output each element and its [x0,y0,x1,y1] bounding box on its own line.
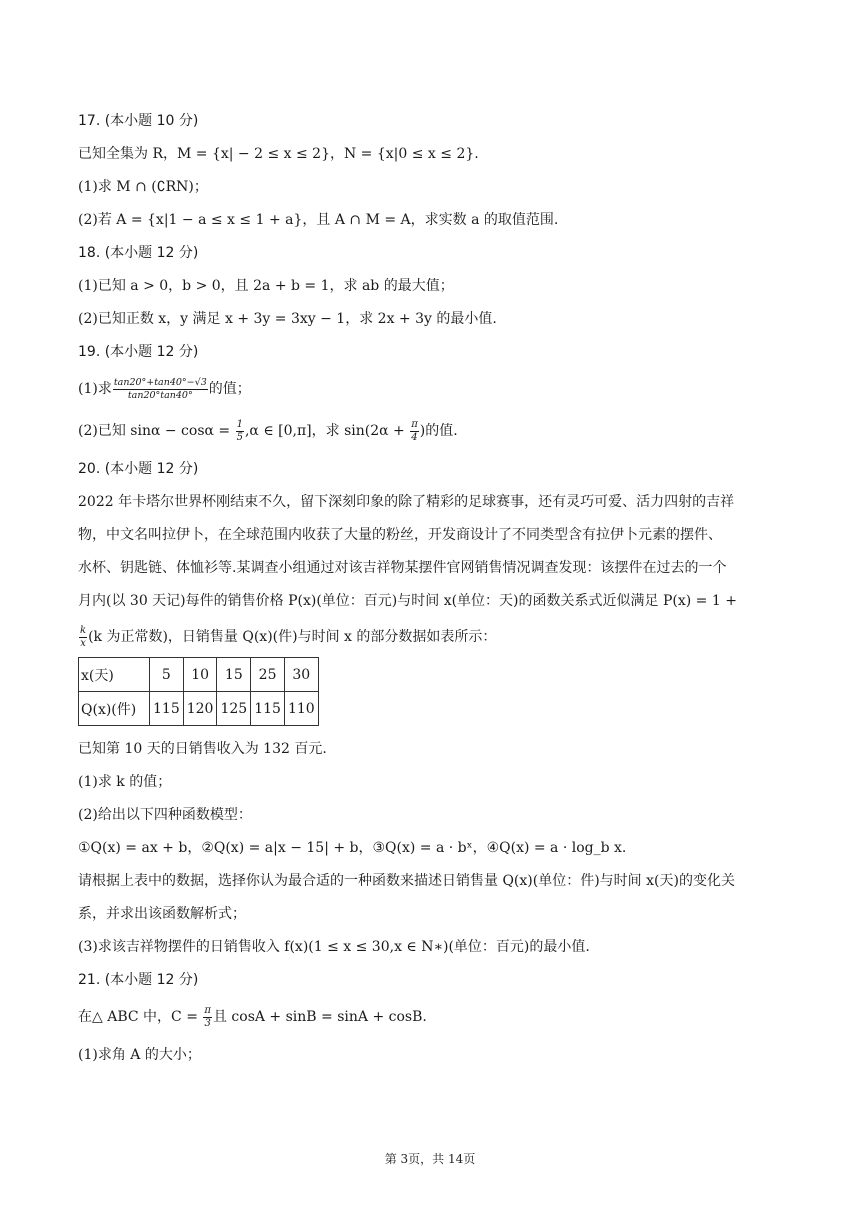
q18-part1: (1)已知 a > 0，b > 0，且 2a + b = 1，求 ab 的最大值； [78,278,454,294]
table-cell: 25 [251,658,285,692]
table-cell: 125 [217,692,251,726]
table-row [79,658,319,692]
table-cell: 30 [284,658,318,692]
q21-stem-prefix: 在△ ABC 中，C = [78,1009,203,1025]
q19-part2-frac-num: 1 [236,418,243,430]
q19-part1 [78,374,788,404]
page-content [78,110,788,1077]
q19-part1-prefix: (1)求 [78,381,112,397]
q17-part2: (2)若 A = {x|1 − a ≤ x ≤ 1 + a}，且 A ∩ M = A，求实数 a 的取值范围. [78,212,559,228]
q18-header: 18. (本小题 12 分) [78,245,199,261]
q20-part1: (1)求 k 的值； [78,774,172,790]
q19-part2-suffix: )的值. [419,423,458,439]
q20-k-over-x [79,625,87,650]
q19-part2-pi-den: 4 [411,431,418,443]
q21-part1: (1)求角 A 的大小； [78,1047,201,1063]
table-cell: 115 [150,692,184,726]
q20-part2-instr-line2: 系，并求出该函数解析式； [78,906,246,922]
q17-part1: (1)求 M ∩ (∁RN)； [78,179,208,195]
q20-k-num: k [80,624,87,636]
q19-fraction-denominator: tan20°tan40° [127,389,193,401]
table-cell: 120 [183,692,217,726]
q20-models: ①Q(x) = ax + b，②Q(x) = a|x − 15| + b，③Q(x) = a · bˣ，④Q(x) = a · log_b x. [78,840,627,856]
q19-header: 19. (本小题 12 分) [78,344,199,360]
q20-part2: (2)给出以下四种函数模型： [78,807,252,823]
q19-fraction-numerator: tan20°+tan40°−√3 [113,376,207,388]
q21-pi-over-3 [203,1005,212,1030]
q17-stem: 已知全集为 R，M = {x| − 2 ≤ x ≤ 2}，N = {x|0 ≤ x ≤ 2}. [78,146,479,162]
table-cell: 15 [217,658,251,692]
q20-para-line4: 月内(以 30 天记)每件的销售价格 P(x)(单位：百元)与时间 x(单位：天)的函数关系式近似满足 P(x) = 1 + [78,593,737,609]
q21-stem [78,1002,788,1032]
q19-part2-pi-fraction [410,419,419,444]
q20-para-line1: 2022 年卡塔尔世界杯刚结束不久，留下深刻印象的除了精彩的足球赛事，还有灵巧可爱、活力四射的吉祥 [78,494,735,510]
q21-pi-den: 3 [204,1017,211,1029]
q19-part2-mid: ,α ∈ [0,π]，求 sin(2α + [244,423,410,439]
q19-part2-prefix: (2)已知 sinα − cosα = [78,423,235,439]
q21-pi-num: π [204,1004,211,1016]
q19-part2-fraction [236,419,244,444]
table-row-label: x(天) [79,658,150,692]
q20-x-den: x [80,637,86,649]
q20-para-line5 [78,623,788,651]
table-cell: 10 [183,658,217,692]
table-row-label: Q(x)(件) [79,692,150,726]
q19-part2-frac-den: 5 [236,431,243,443]
q21-header: 21. (本小题 12 分) [78,972,199,988]
q20-data-table [78,657,319,726]
q20-part3: (3)求该吉祥物摆件的日销售收入 f(x)(1 ≤ x ≤ 30,x ∈ N∗)(单位：百元)的最小值. [78,939,590,955]
q21-stem-suffix: 且 cosA + sinB = sinA + cosB. [212,1009,427,1025]
q19-part2-pi-num: π [411,418,418,430]
table-cell: 115 [251,692,285,726]
q20-part2-instr-line1: 请根据上表中的数据，选择你认为最合适的一种函数来描述日销售量 Q(x)(单位：件)与时间 x(天)的变化关 [78,873,735,889]
table-cell: 5 [150,658,184,692]
q20-para-line2: 物，中文名叫拉伊卜，在全球范围内收获了大量的粉丝，开发商设计了不同类型含有拉伊卜元素的摆件、 [78,527,722,543]
q19-part1-suffix: 的值； [208,381,251,397]
page-footer: 第 3页，共 14页 [384,1152,476,1166]
q20-header: 20. (本小题 12 分) [78,461,199,477]
q20-para-line5-text: (k 为正常数)，日销售量 Q(x)(件)与时间 x 的部分数据如表所示： [88,629,497,645]
q19-fraction [113,377,208,402]
q19-part2 [78,416,788,446]
q18-part2: (2)已知正数 x，y 满足 x + 3y = 3xy − 1，求 2x + 3y 的最小值. [78,311,497,327]
q17-header: 17. (本小题 10 分) [78,113,199,129]
table-cell: 110 [284,692,318,726]
q20-para-line3: 水杯、钥匙链、体恤衫等.某调查小组通过对该吉祥物某摆件官网销售情况调查发现：该摆件在过去的一个 [78,560,727,576]
q20-known: 已知第 10 天的日销售收入为 132 百元. [78,741,327,757]
table-row [79,692,319,726]
